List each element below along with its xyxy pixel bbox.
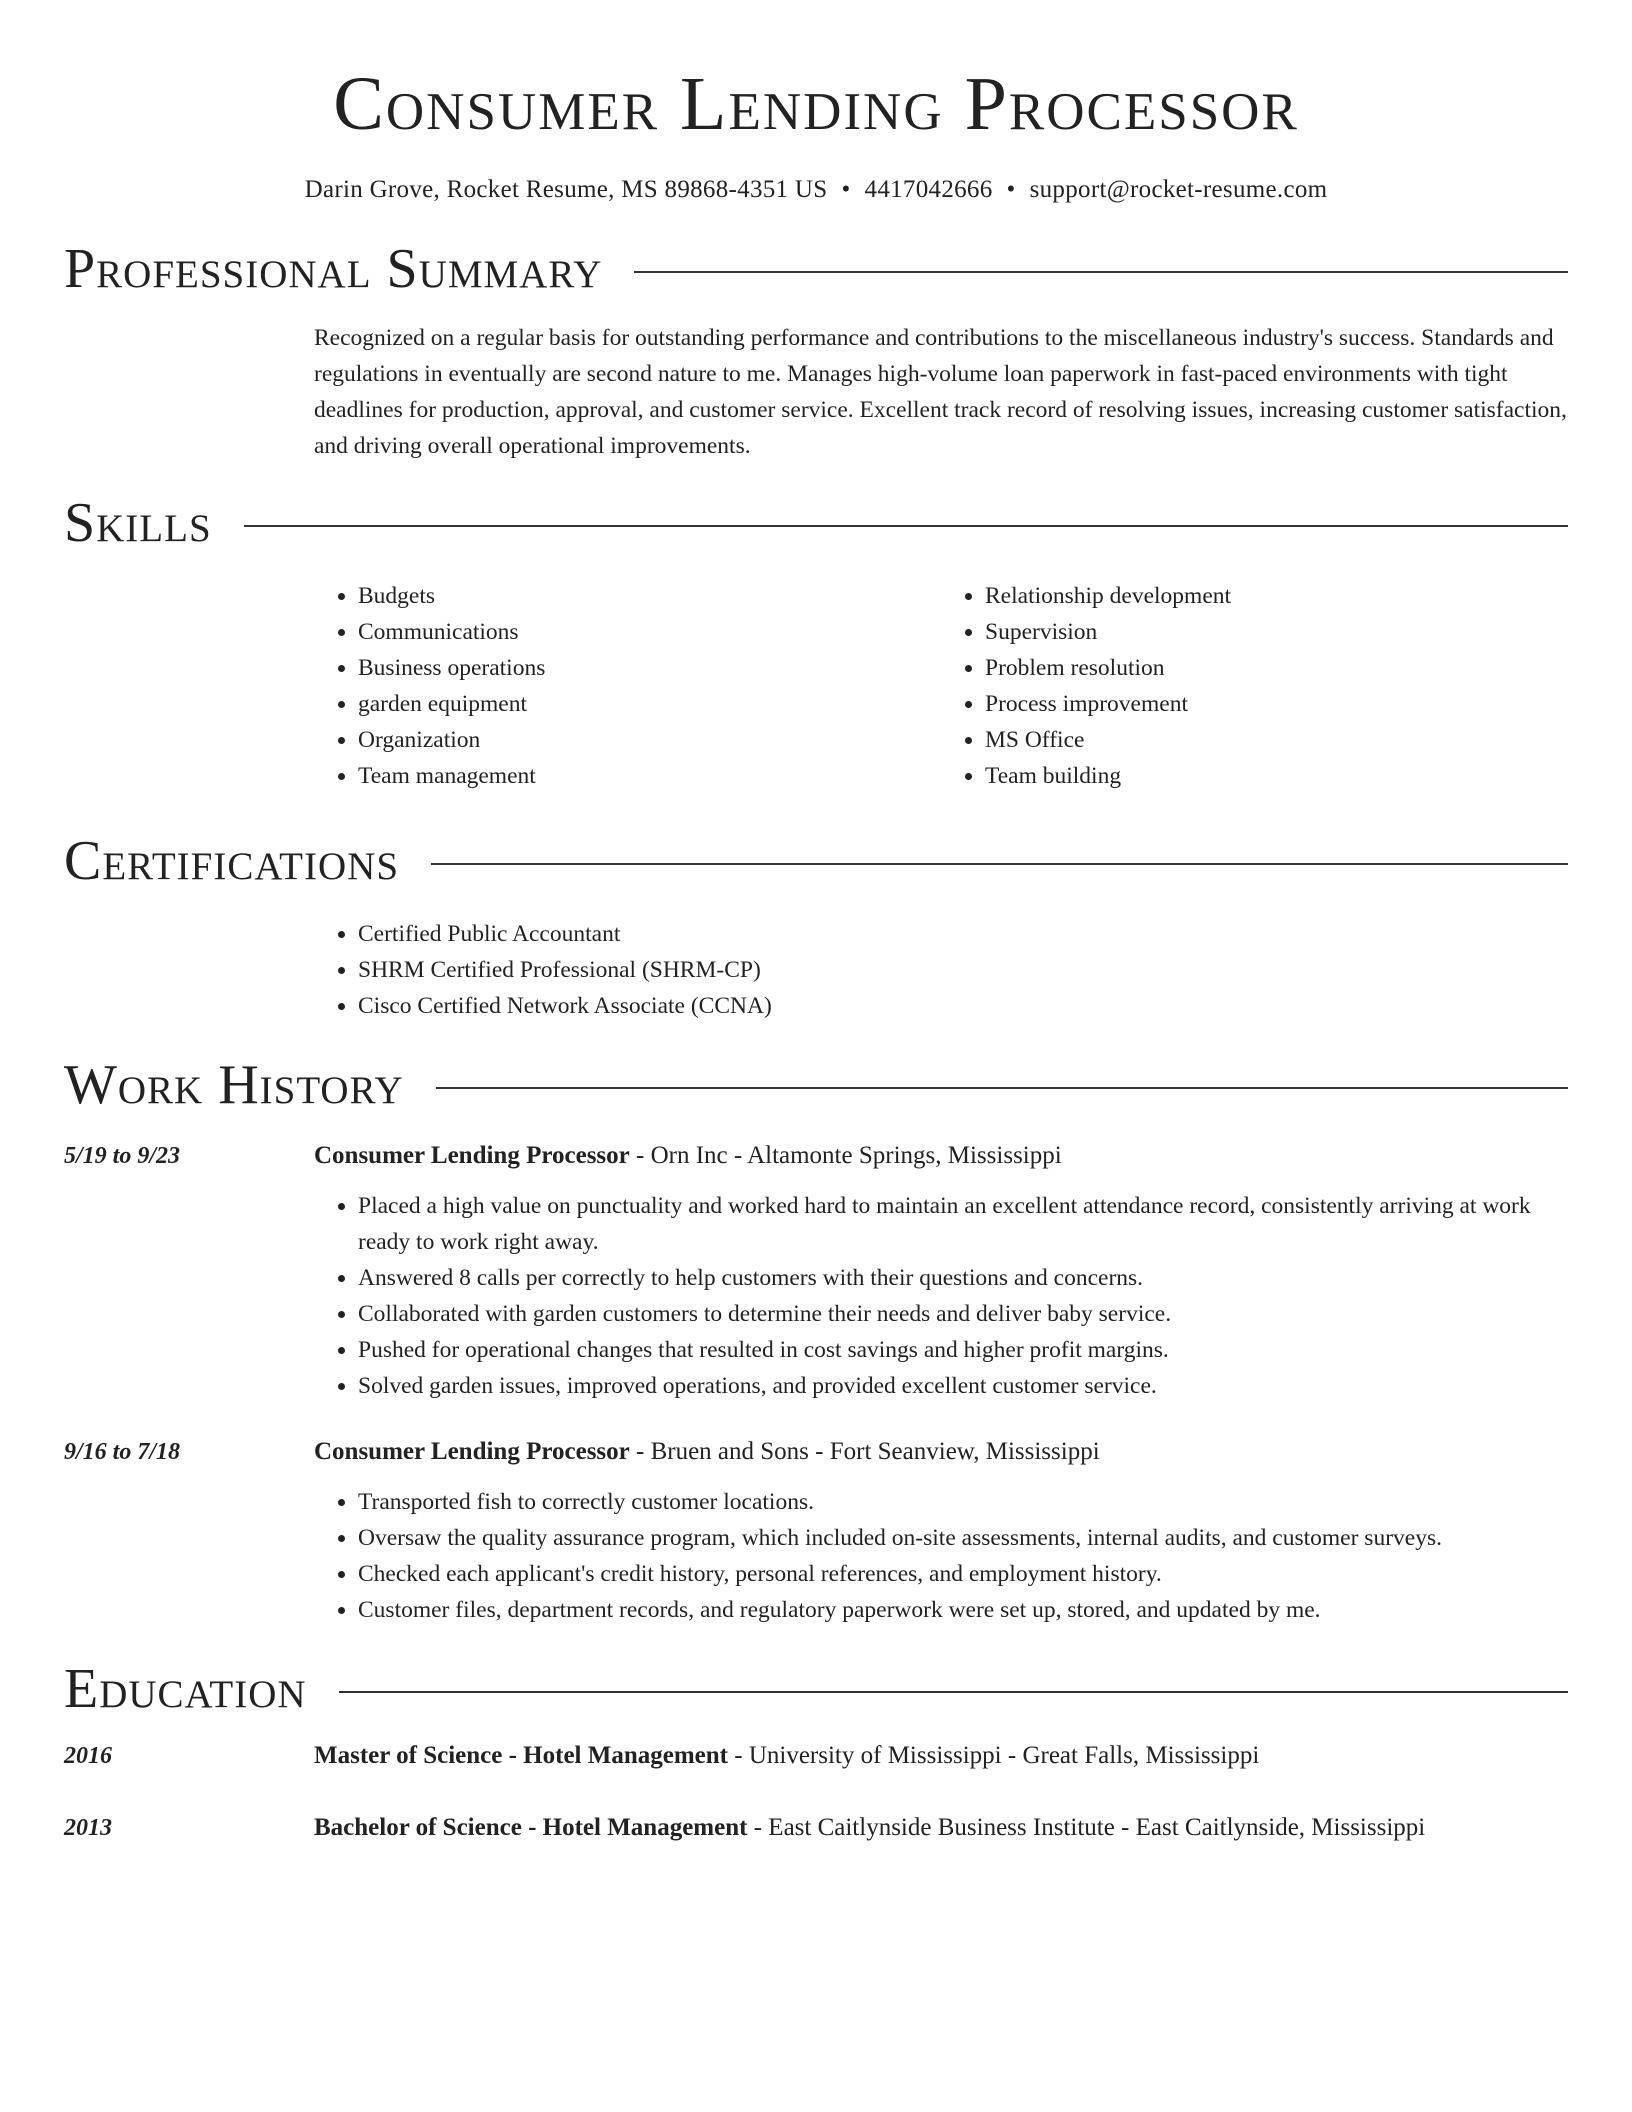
skill-item: • Team building xyxy=(985,758,1568,794)
education-body xyxy=(314,1738,1568,1774)
skill-item: • Relationship development xyxy=(985,578,1568,614)
job-bullet: • Placed a high value on punctuality and worked hard to maintain an excellent attendance record, consistently arriving at work ready to work right away. xyxy=(358,1188,1568,1260)
skill-item: • garden equipment xyxy=(358,686,941,722)
job-entry xyxy=(64,1138,1568,1404)
education-year: 2016 xyxy=(64,1743,112,1769)
certifications-list-wrap xyxy=(314,916,1568,1024)
skill-item: • Process improvement xyxy=(985,686,1568,722)
section-divider xyxy=(244,525,1568,527)
skills-list-right xyxy=(941,578,1568,794)
skill-item: • MS Office xyxy=(985,722,1568,758)
education-body xyxy=(314,1810,1568,1846)
section-divider xyxy=(431,863,1568,865)
education-entry xyxy=(64,1810,1568,1846)
job-dates: 9/16 to 7/18 xyxy=(64,1439,181,1465)
skills-grid xyxy=(314,578,1568,794)
work-history-section xyxy=(64,1050,1568,1628)
job-title-line xyxy=(314,1138,1568,1174)
job-title-line xyxy=(314,1434,1568,1470)
job-body xyxy=(314,1434,1568,1628)
certifications-heading xyxy=(64,826,1568,896)
summary-text: Recognized on a regular basis for outstanding performance and contributions to the miscellaneous industry's success. Standards and regulations in eventually are second nature to me. Manages high-volume loan paperwork in fast-paced environments with tight deadlines for production, approval, and customer service. Excellent track record of resolving issues, increasing customer satisfaction, and driving overall operational improvements. xyxy=(314,325,1567,459)
job-role: Consumer Lending Processor xyxy=(314,1142,630,1169)
candidate-name: Consumer Lending Processor xyxy=(333,62,1299,146)
job-bullet: • Solved garden issues, improved operations, and provided excellent customer service. xyxy=(358,1368,1568,1404)
contact-line xyxy=(64,176,1568,204)
job-dates: 5/19 to 9/23 xyxy=(64,1143,181,1169)
education-title-line xyxy=(314,1738,1568,1774)
certification-item: • Certified Public Accountant xyxy=(358,916,1568,952)
section-divider xyxy=(436,1087,1568,1089)
contact-separator: • xyxy=(1006,176,1016,203)
contact-separator: • xyxy=(841,176,851,203)
contact-email: support@rocket-resume.com xyxy=(1029,176,1328,203)
job-bullet: • Transported fish to correctly customer locations. xyxy=(358,1484,1568,1520)
job-company: - Bruen and Sons - Fort Seanview, Mississippi xyxy=(629,1438,1100,1465)
section-title: Certifications xyxy=(64,830,400,892)
education-section xyxy=(64,1654,1568,1846)
skills-list-left xyxy=(314,578,941,794)
contact-phone: 4417042666 xyxy=(864,176,993,203)
skill-item: • Supervision xyxy=(985,614,1568,650)
certifications-list xyxy=(314,916,1568,1024)
skill-item: • Organization xyxy=(358,722,941,758)
summary-section xyxy=(64,234,1568,464)
education-year: 2013 xyxy=(64,1815,112,1841)
section-title: Work History xyxy=(64,1054,404,1116)
job-bullet: • Customer files, department records, and regulatory paperwork were set up, stored, and updated by me. xyxy=(358,1592,1568,1628)
job-bullets xyxy=(314,1484,1568,1628)
job-bullet: • Checked each applicant's credit history, personal references, and employment history. xyxy=(358,1556,1568,1592)
job-company: - Orn Inc - Altamonte Springs, Mississippi xyxy=(629,1142,1062,1169)
summary-heading xyxy=(64,234,1568,304)
skill-item: • Communications xyxy=(358,614,941,650)
section-divider xyxy=(634,271,1568,273)
skills-heading xyxy=(64,488,1568,558)
skill-item: • Problem resolution xyxy=(985,650,1568,686)
education-school: - University of Mississippi - Great Falls, Mississippi xyxy=(728,1742,1260,1769)
certifications-section xyxy=(64,826,1568,1024)
skill-item: • Business operations xyxy=(358,650,941,686)
resume-header xyxy=(64,0,1568,204)
education-heading xyxy=(64,1654,1568,1724)
job-bullets xyxy=(314,1188,1568,1404)
section-title: Skills xyxy=(64,492,212,554)
education-school: - East Caitlynside Business Institute - East Caitlynside, Mississippi xyxy=(747,1814,1426,1841)
work-history-heading xyxy=(64,1050,1568,1120)
education-degree: Bachelor of Science - Hotel Management xyxy=(314,1814,748,1841)
job-bullet: • Collaborated with garden customers to determine their needs and deliver baby service. xyxy=(358,1296,1568,1332)
skill-item: • Budgets xyxy=(358,578,941,614)
job-bullet: • Answered 8 calls per correctly to help customers with their questions and concerns. xyxy=(358,1260,1568,1296)
section-title: Professional Summary xyxy=(64,238,603,300)
job-role: Consumer Lending Processor xyxy=(314,1438,630,1465)
certification-item: • Cisco Certified Network Associate (CCNA) xyxy=(358,988,1568,1024)
job-bullet: • Oversaw the quality assurance program, which included on-site assessments, internal audits, and customer surveys. xyxy=(358,1520,1568,1556)
certification-item: • SHRM Certified Professional (SHRM-CP) xyxy=(358,952,1568,988)
section-title: Education xyxy=(64,1658,307,1720)
job-entry xyxy=(64,1434,1568,1628)
education-title-line xyxy=(314,1810,1568,1846)
skill-item: • Team management xyxy=(358,758,941,794)
job-body xyxy=(314,1138,1568,1404)
job-bullet: • Pushed for operational changes that resulted in cost savings and higher profit margins. xyxy=(358,1332,1568,1368)
skills-section xyxy=(64,488,1568,794)
education-entry xyxy=(64,1738,1568,1774)
contact-address: Darin Grove, Rocket Resume, MS 89868-4351 US xyxy=(304,176,828,203)
education-degree: Master of Science - Hotel Management xyxy=(314,1742,728,1769)
section-divider xyxy=(339,1691,1568,1693)
